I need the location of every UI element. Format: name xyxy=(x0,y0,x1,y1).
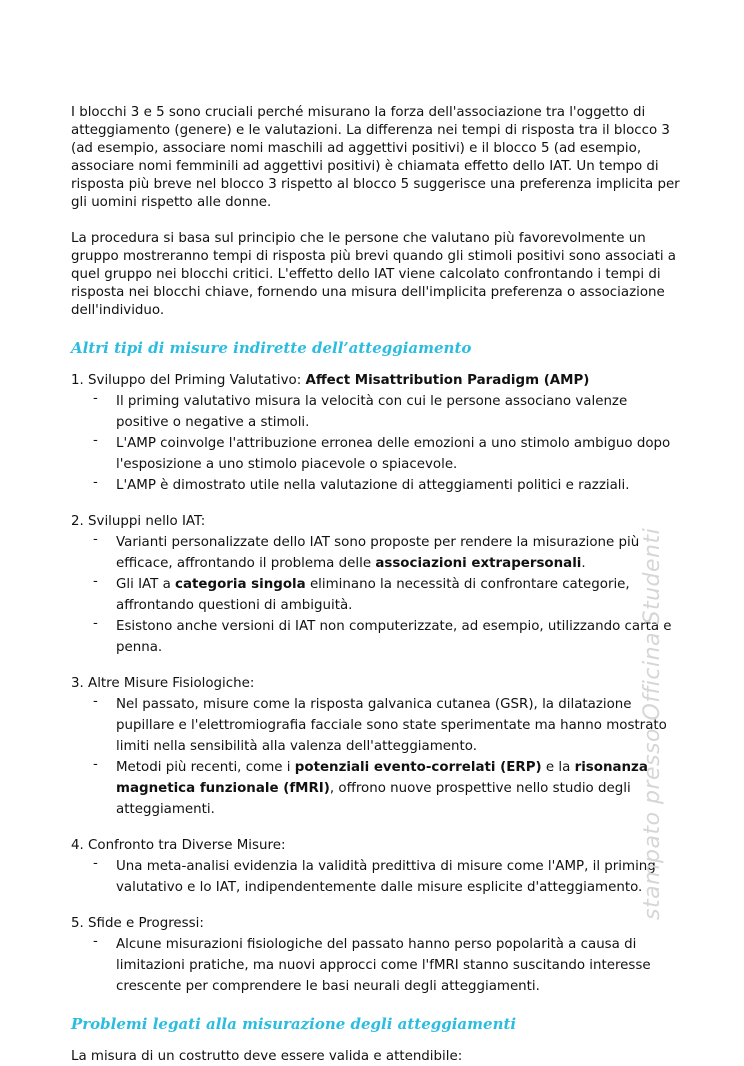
list-item xyxy=(71,474,681,495)
bold-term: risonanza magnetica funzionale (fMRI) xyxy=(116,760,648,796)
dash-bullet: - xyxy=(93,574,98,589)
section-1-number-label: 1. Sviluppo del Priming Valutativo: xyxy=(71,373,306,388)
section-5-list xyxy=(71,933,681,996)
dash-bullet: - xyxy=(93,694,98,709)
intro-paragraph-1: I blocchi 3 e 5 sono cruciali perché misurano la forza dell'associazione tra l'oggetto di atteggiamento (genere) e le valutazioni. La differenza nei tempi di risposta tra il blocco 3 (ad esempio, associare nomi maschili ad aggettivi positivi) e il blocco 5 (ad esempio, associare nomi femminili ad aggettivi positivi) è chiamata effetto dello IAT. Un tempo di risposta più breve nel blocco 3 rispetto al blocco 5 suggerisce una preferenza implicita per gli uomini rispetto alle donne. xyxy=(71,105,680,210)
section-3-title: 3. Altre Misure Fisiologiche: xyxy=(71,676,255,691)
section-5 xyxy=(71,915,681,996)
dash-bullet: - xyxy=(93,475,98,490)
section-1-bold-label: Affect Misattribution Paradigm (AMP) xyxy=(305,373,590,388)
section-5-title: 5. Sfide e Progressi: xyxy=(71,916,204,931)
watermark: stampato presso Officina Studenti xyxy=(640,527,665,920)
section-2-title: 2. Sviluppi nello IAT: xyxy=(71,514,206,529)
list-item xyxy=(71,855,681,897)
list-item-text: L'AMP coinvolge l'attribuzione erronea delle emozioni a uno stimolo ambiguo dopo l'esposizione a uno stimolo piacevole o spiacevole. xyxy=(116,436,671,472)
dash-bullet: - xyxy=(93,934,98,949)
list-item-text: Il priming valutativo misura la velocità con cui le persone associano valenze positive o negative a stimoli. xyxy=(116,394,628,430)
list-item xyxy=(71,693,681,756)
section-heading-indirect-measures: Altri tipi di misure indirette dell’atteggiamento xyxy=(71,339,472,357)
section-3-list xyxy=(71,693,681,819)
dash-bullet: - xyxy=(93,856,98,871)
list-item xyxy=(71,432,681,474)
list-item-text: Una meta-analisi evidenzia la validità predittiva di misure come l'AMP, il priming valutativo e lo IAT, indipendentemente dalle misure esplicite d'atteggiamento. xyxy=(116,859,656,895)
list-item xyxy=(71,756,681,819)
section-heading-measurement-problems: Problemi legati alla misurazione degli atteggiamenti xyxy=(71,1015,517,1033)
list-item xyxy=(71,390,681,432)
list-item xyxy=(71,531,681,573)
intro-paragraph-2: La procedura si basa sul principio che le persone che valutano più favorevolmente un gruppo mostreranno tempi di risposta più brevi quando gli stimoli positivi sono associati a quel gruppo nei blocchi critici. L'effetto dello IAT viene calcolato confrontando i tempi di risposta nei blocchi chiave, fornendo una misura dell'implicita preferenza o associazione dell'individuo. xyxy=(71,231,677,318)
bold-term: potenziali evento-correlati (ERP) xyxy=(294,760,542,775)
dash-bullet: - xyxy=(93,757,98,772)
list-item xyxy=(71,573,681,615)
list-item-text: Varianti personalizzate dello IAT sono proposte per rendere la misurazione più efficace, affrontando il problema delle associazioni extrapersonali. xyxy=(116,535,640,571)
section-1-title xyxy=(71,372,681,390)
dash-bullet: - xyxy=(93,433,98,448)
section-4 xyxy=(71,837,681,897)
list-item-text: Esistono anche versioni di IAT non computerizzate, ad esempio, utilizzando carta e penna. xyxy=(116,619,672,655)
bold-term: categoria singola xyxy=(175,577,306,592)
bold-term: associazioni extrapersonali xyxy=(375,556,582,571)
document-page xyxy=(71,104,681,1066)
closing-paragraph: La misura di un costrutto deve essere valida e attendibile: xyxy=(71,1049,463,1064)
list-item-text: Gli IAT a categoria singola eliminano la necessità di confrontare categorie, affrontando questioni di ambiguità. xyxy=(116,577,630,613)
dash-bullet: - xyxy=(93,532,98,547)
section-2 xyxy=(71,513,681,657)
list-item-text: Metodi più recenti, come i potenziali evento-correlati (ERP) e la risonanza magnetica funzionale (fMRI), offrono nuove prospettive nello studio degli atteggiamenti. xyxy=(116,760,648,817)
section-2-list xyxy=(71,531,681,657)
list-item-text: L'AMP è dimostrato utile nella valutazione di atteggiamenti politici e razziali. xyxy=(116,478,630,493)
list-item xyxy=(71,933,681,996)
section-3 xyxy=(71,675,681,819)
section-4-title: 4. Confronto tra Diverse Misure: xyxy=(71,838,286,853)
list-item-text: Alcune misurazioni fisiologiche del passato hanno perso popolarità a causa di limitazioni pratiche, ma nuovi approcci come l'fMRI stanno suscitando interesse crescente per comprendere le basi neurali degli atteggiamenti. xyxy=(116,937,651,994)
dash-bullet: - xyxy=(93,391,98,406)
list-item-text: Nel passato, misure come la risposta galvanica cutanea (GSR), la dilatazione pupillare e l'elettromiografia facciale sono state sperimentate ma hanno mostrato limiti nella sensibilità alla valenza dell'atteggiamento. xyxy=(116,697,667,754)
section-1-list xyxy=(71,390,681,495)
section-4-list xyxy=(71,855,681,897)
list-item xyxy=(71,615,681,657)
dash-bullet: - xyxy=(93,616,98,631)
section-1 xyxy=(71,372,681,495)
